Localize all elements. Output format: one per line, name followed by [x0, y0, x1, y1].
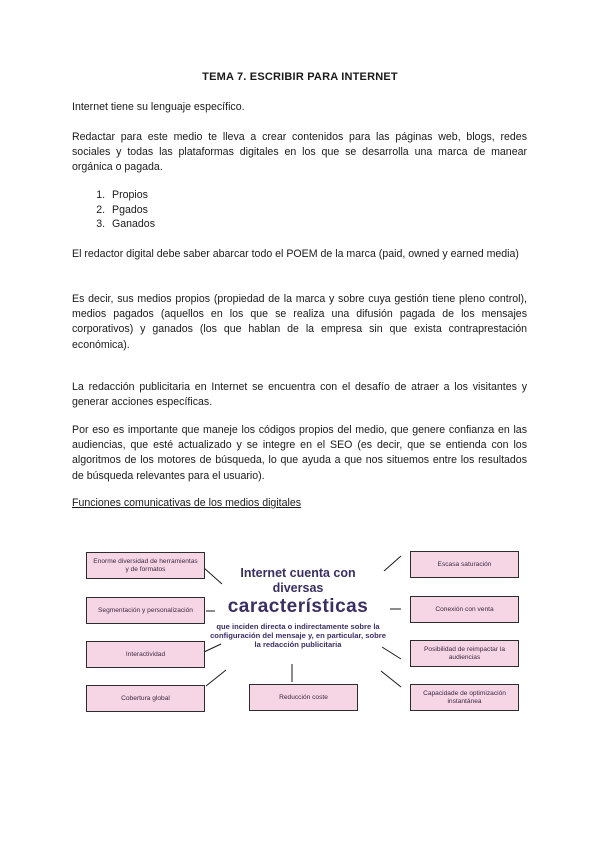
diagram-box-interactividad: Interactividad	[86, 641, 205, 668]
list-item: 3. Ganados	[108, 217, 155, 232]
paragraph-poem: El redactor digital debe saber abarcar todo el POEM de la marca (paid, owned y earned media)	[72, 248, 519, 260]
paragraph-seo: Por eso es importante que maneje los códigos propios del medio, que genere confianza en las audiencias, que esté actualizado y se integre en el SEO (es decir, que se entienda con los algoritmos de los motores de búsqueda, lo que ayuda a que nos situemos entre los resultados de búsqueda relevantes para el usuario).	[72, 424, 527, 482]
section-heading: Funciones comunicativas de los medios digitales	[72, 497, 302, 509]
diagram-box-reimpactar: Posibilidad de reimpactar la audiencias	[410, 640, 519, 667]
diagram-box-saturacion: Escasa saturación	[410, 551, 519, 578]
diagram-center-subtext: que inciden directa o indirectamente sobre la configuración del mensaje y, en particular, sobre la redacción publicitaria	[210, 622, 386, 649]
media-type-list	[72, 188, 155, 232]
list-item: 2. Pgados	[108, 203, 155, 218]
diagram-box-segmentacion: Segmentación y personalización	[86, 597, 205, 624]
diagram-box-cobertura: Cobertura global	[86, 685, 205, 712]
diagram-box-diversidad: Enorme diversidad de herramientas y de formatos	[86, 552, 205, 579]
diagram-box-venta: Conexión con venta	[410, 596, 519, 623]
connector-line	[381, 671, 401, 687]
diagram-center-heading: Internet cuenta con diversas	[240, 566, 356, 595]
list-item: 1. Propios	[108, 188, 155, 203]
connector-line	[384, 556, 401, 571]
page-title: TEMA 7. ESCRIBIR PARA INTERNET	[202, 71, 398, 83]
paragraph-desafio: La redacción publicitaria en Internet se encuentra con el desafío de atraer a los visitantes y generar acciones específicas.	[72, 381, 527, 409]
paragraph-intro: Internet tiene su lenguaje específico.	[72, 101, 245, 113]
diagram-center-keyword: características	[227, 596, 369, 617]
diagram-box-reduccion: Reducción coste	[249, 684, 358, 711]
connector-line	[206, 670, 226, 686]
paragraph-es-decir: Es decir, sus medios propios (propiedad de la marca y sobre cuya gestión tiene pleno control), medios pagados (aquellos en los que se realiza una difusión pagada de los mensajes corporativos) y ganados (los que hablan de la empresa sin que exista contraprestación económica).	[72, 293, 527, 351]
diagram-box-optimizacion: Capacidade de optimización instantánea	[410, 684, 519, 711]
paragraph-redactar: Redactar para este medio te lleva a crear contenidos para las páginas web, blogs, redes sociales y todas las plataformas digitales en los que se desarrolla una marca de manear orgánica o pagada.	[72, 131, 527, 174]
